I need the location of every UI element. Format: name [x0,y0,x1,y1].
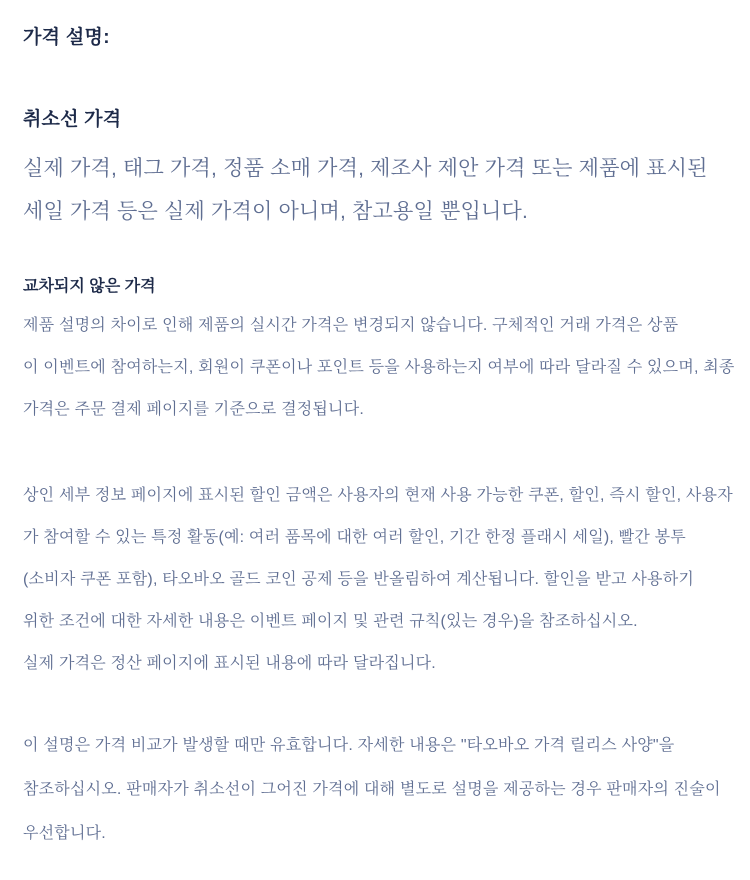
text-line: 이 이벤트에 참여하는지, 회원이 쿠폰이나 포인트 등을 사용하는지 여부에 따라 달라질 수 있으며, 최종 [23,359,735,376]
text-line: 제품 설명의 차이로 인해 제품의 실시간 가격은 변경되지 않습니다. 구체적인 거래 가격은 상품 [23,317,679,334]
paragraph-realtime-price [23,305,735,431]
text-line: 우선합니다. [23,825,106,842]
text-line: 실제 가격, 태그 가격, 정품 소매 가격, 제조사 제안 가격 또는 제품에 표시된 [23,157,708,180]
text-line: 세일 가격 등은 실제 가격이 아니며, 참고용일 뿐입니다. [23,200,529,223]
paragraph-price-comparison [23,724,732,856]
page-title: 가격 설명: [23,27,110,48]
text-line: 가격은 주문 결제 페이지를 기준으로 결정됩니다. [23,401,364,418]
text-line: (소비자 쿠폰 포함), 타오바오 골드 코인 공제 등을 반올림하여 계산됩니다. 할인을 받고 사용하기 [23,571,695,588]
text-line: 가 참여할 수 있는 특정 활동(예: 여러 품목에 대한 여러 할인, 기간 한정 플래시 세일), 빨간 봉투 [23,529,686,546]
paragraph-discount-calculation [23,475,732,685]
strikethrough-price-description [23,147,732,233]
text-line: 위한 조건에 대한 자세한 내용은 이벤트 페이지 및 관련 규칙(있는 경우)을 참조하십시오. [23,613,638,630]
text-line: 상인 세부 정보 페이지에 표시된 할인 금액은 사용자의 현재 사용 가능한 쿠폰, 할인, 즉시 할인, 사용자 [23,487,733,504]
noncrossed-price-heading: 교차되지 않은 가격 [23,278,156,295]
strikethrough-price-heading: 취소선 가격 [23,109,122,130]
text-line: 이 설명은 가격 비교가 발생할 때만 유효합니다. 자세한 내용은 "타오바오 가격 릴리스 사양"을 [23,737,675,754]
text-line: 참조하십시오. 판매자가 취소선이 그어진 가격에 대해 별도로 설명을 제공하는 경우 판매자의 진술이 [23,781,721,798]
text-line: 실제 가격은 정산 페이지에 표시된 내용에 따라 달라집니다. [23,655,436,672]
